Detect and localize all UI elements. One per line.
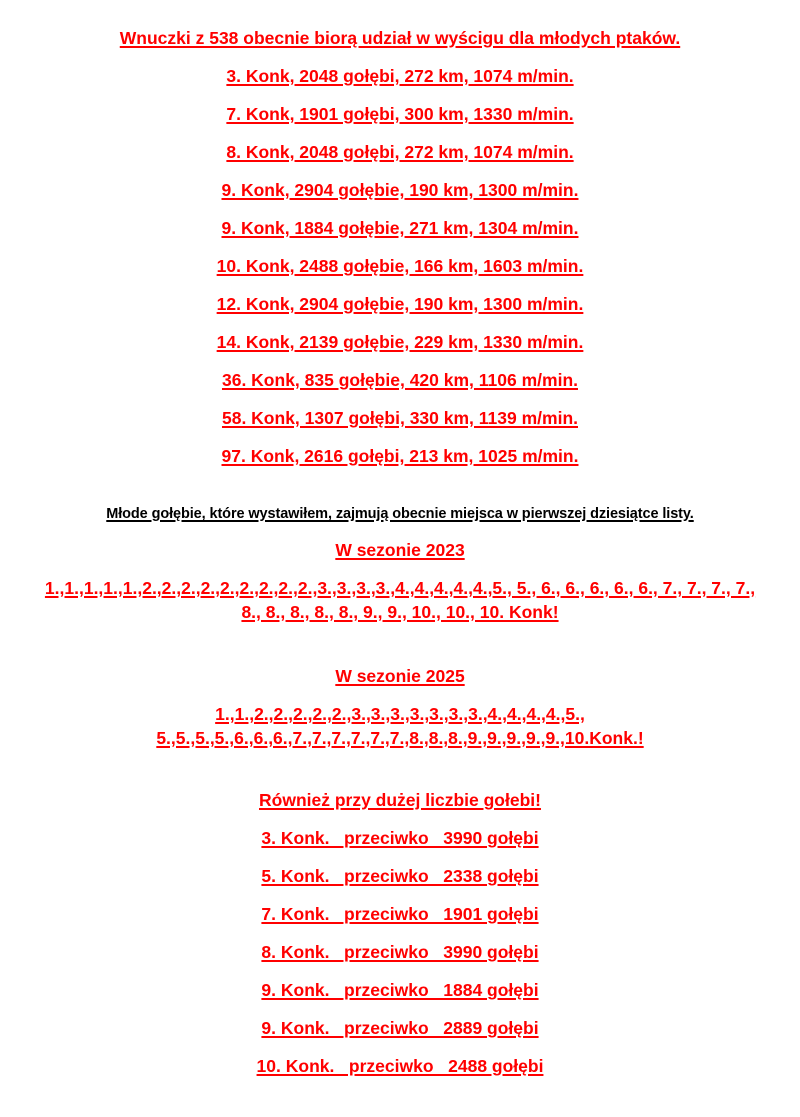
large-race-item: 3. Konk. przeciwko 3990 gołębi bbox=[261, 828, 539, 848]
result-item: 8. Konk, 2048 gołębi, 272 km, 1074 m/min. bbox=[226, 142, 574, 162]
season-2023-placings bbox=[30, 576, 770, 624]
large-race-item: 5. Konk. przeciwko 2338 gołębi bbox=[261, 866, 539, 886]
season-2025-placings-line: 5.,5.,5.,5.,6.,6.,6.,7.,7.,7.,7.,7.,7.,8.,8.,8.,9.,9.,9.,9.,9.,10.Konk.! bbox=[156, 728, 644, 748]
result-item: 12. Konk, 2904 gołębie, 190 km, 1300 m/min. bbox=[216, 294, 584, 314]
result-item: 10. Konk, 2488 gołębie, 166 km, 1603 m/min. bbox=[216, 256, 584, 276]
large-race-item: 8. Konk. przeciwko 3990 gołębi bbox=[261, 942, 539, 962]
season-2025-placings-line: 1.,1.,2.,2.,2.,2.,2.,3.,3.,3.,3.,3.,3.,3.,4.,4.,4.,4.,5., bbox=[215, 704, 585, 724]
top-ten-note: Młode gołębie, które wystawiłem, zajmują obecnie miejsca w pierwszej dziesiątce listy. bbox=[106, 506, 694, 522]
result-item: 58. Konk, 1307 gołębi, 330 km, 1139 m/min. bbox=[221, 408, 578, 428]
results-list bbox=[0, 64, 800, 468]
season-2023-section bbox=[0, 538, 800, 624]
result-item: 36. Konk, 835 gołębie, 420 km, 1106 m/min. bbox=[221, 370, 578, 390]
large-races-title: Również przy dużej liczbie gołebi! bbox=[259, 790, 541, 810]
season-2023-title: W sezonie 2023 bbox=[335, 540, 465, 560]
large-race-item: 9. Konk. przeciwko 1884 gołębi bbox=[261, 980, 539, 1000]
season-2025-section bbox=[0, 664, 800, 750]
result-item: 9. Konk, 2904 gołębie, 190 km, 1300 m/min. bbox=[221, 180, 579, 200]
result-item: 9. Konk, 1884 gołębie, 271 km, 1304 m/min. bbox=[221, 218, 579, 238]
season-2025-placings bbox=[30, 702, 770, 750]
season-2025-title: W sezonie 2025 bbox=[335, 666, 465, 686]
season-2023-placings-line: 1.,1.,1.,1.,1.,2.,2.,2.,2.,2.,2.,2.,2.,2.,3.,3.,3.,3.,4.,4.,4.,4.,4.,5., 5., 6., 6., 6., 6., 6., 7., 7., 7., 7., bbox=[44, 578, 756, 598]
page-title: Wnuczki z 538 obecnie biorą udział w wyścigu dla młodych ptaków. bbox=[119, 28, 681, 48]
result-item: 3. Konk, 2048 gołębi, 272 km, 1074 m/min. bbox=[226, 66, 574, 86]
large-races-section bbox=[0, 788, 800, 1078]
season-2023-placings-line: 8., 8., 8., 8., 8., 9., 9., 10., 10., 10. Konk! bbox=[241, 602, 559, 622]
result-item: 7. Konk, 1901 gołębi, 300 km, 1330 m/min. bbox=[226, 104, 574, 124]
result-item: 14. Konk, 2139 gołębie, 229 km, 1330 m/min. bbox=[216, 332, 584, 352]
large-race-item: 9. Konk. przeciwko 2889 gołębi bbox=[261, 1018, 539, 1038]
result-item: 97. Konk, 2616 gołębi, 213 km, 1025 m/min. bbox=[221, 446, 579, 466]
large-race-item: 10. Konk. przeciwko 2488 gołębi bbox=[256, 1056, 544, 1076]
large-race-item: 7. Konk. przeciwko 1901 gołębi bbox=[261, 904, 539, 924]
